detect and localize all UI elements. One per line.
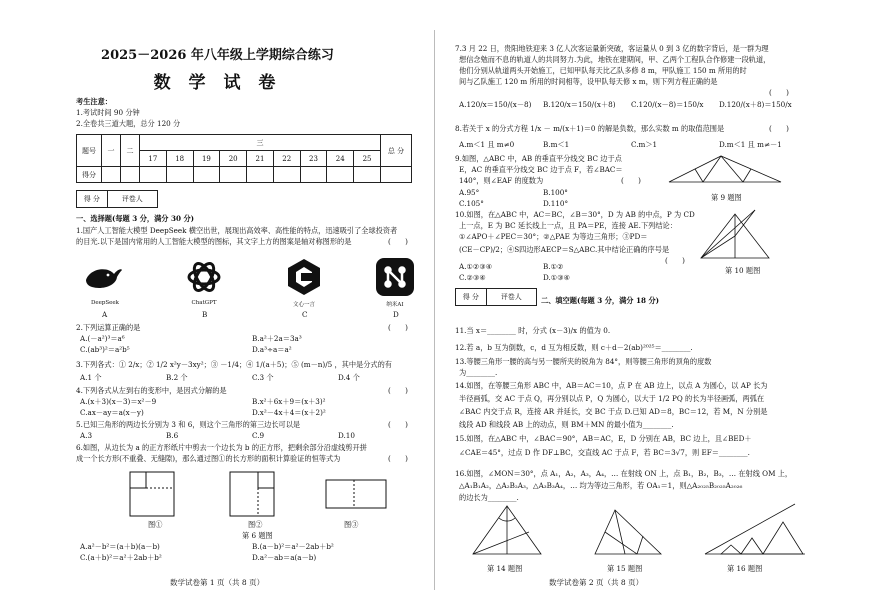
- subject-title: 数 学 试 卷: [153, 73, 282, 93]
- section1-title: 一、选择题(每题 3 分，满分 30 分): [76, 214, 195, 223]
- score-h-total: 总 分: [381, 135, 412, 167]
- fig6-label-1: 图①: [148, 520, 163, 529]
- q1-paren: ( ): [388, 237, 408, 246]
- logo-letter-c: C: [302, 310, 308, 319]
- grader-box: [76, 190, 158, 208]
- q2-stem: 2.下列运算正确的是: [76, 323, 141, 332]
- q10-paren: ( ): [665, 256, 685, 265]
- score-h-1: 一: [102, 135, 121, 167]
- q6-option-d: D.a²－ab＝a(a－b): [252, 553, 317, 562]
- score-table: [76, 134, 412, 183]
- q12: 12.若 a，b 互为倒数，c，d 互为相反数，则 c＋d－2(ab)²⁰²⁵＝________.: [455, 343, 693, 352]
- score-cell: [166, 167, 193, 183]
- q11: 11.当 x＝________ 时，分式 (x－3)/x 的值为 0.: [455, 326, 611, 335]
- score-cell: [300, 167, 327, 183]
- score-cell: [327, 167, 354, 183]
- notice-2: 2.全卷共三道大题，总分 120 分: [76, 119, 181, 128]
- score-h-tihao: 题号: [77, 135, 102, 167]
- score-cell: [354, 167, 381, 183]
- score-col: 23: [300, 151, 327, 167]
- grader-pingjuanren: 评卷人: [121, 195, 143, 203]
- score-cell: [121, 167, 140, 183]
- q14-16-figures: [465, 500, 845, 562]
- q7-option-b: B.120/x＝150/(x＋8): [543, 100, 616, 109]
- fig15-caption: 第 15 题图: [607, 564, 643, 573]
- grader-box-2: [455, 288, 537, 306]
- fig16-caption: 第 16 题图: [727, 564, 763, 573]
- q9-option-b: B.100°: [543, 188, 568, 197]
- q9-option-d: D.110°: [543, 199, 569, 208]
- q9-figure: [661, 150, 791, 192]
- page-footer-right: 数学试卷第 2 页（共 8 页）: [549, 578, 644, 587]
- q10-option-c: C.②③④: [459, 273, 486, 282]
- q8-paren: ( ): [769, 124, 789, 133]
- score-col: 20: [220, 151, 247, 167]
- logo-letter-b: B: [202, 310, 208, 319]
- q15-line1: 15.如图，在△ABC 中，∠BAC＝90°，AB＝AC，E，D 分别在 AB，BC 边上，且∠BED＋: [455, 434, 752, 443]
- q10-option-d: D.①③④: [543, 273, 571, 282]
- whale-icon: [84, 262, 124, 292]
- q5-option-c: C.9: [252, 431, 265, 440]
- q2-option-a: A.(－a²)³＝a⁶: [80, 334, 125, 343]
- logo-letter-d: D: [393, 310, 399, 319]
- q4-paren: ( ): [388, 386, 408, 395]
- score-col: 17: [140, 151, 167, 167]
- score-col: 25: [354, 151, 381, 167]
- hexagon-icon: [284, 257, 324, 297]
- fig6-label-3: 图③: [344, 520, 359, 529]
- q7-option-a: A.120/x＝150/(x－8): [459, 100, 532, 109]
- q10-option-b: B.①②: [543, 262, 564, 271]
- q4-option-c: C.ax－ay＝a(x－y): [80, 408, 144, 417]
- q8-stem: 8.若关于 x 的分式方程 1/x － m/(x＋1)＝0 的解是负数，那么实数 m 的取值范围是: [455, 124, 725, 133]
- q8-option-a: A.m＜1 且 m≠0: [459, 140, 515, 149]
- page-footer-left: 数学试卷第 1 页（共 8 页）: [170, 578, 265, 587]
- grader-pingjuanren-2: 评卷人: [500, 293, 522, 301]
- q9-line3: 140°，则∠EAF 的度数为: [459, 176, 544, 185]
- chatgpt-logo: [182, 255, 226, 299]
- q1-line1: 1.国产人工智能大模型 DeepSeek 横空出世，展现出高效率、高性能的特点，迅速吸引了全球投资者: [76, 226, 398, 235]
- q4-stem: 4.下列各式从左到右的变形中，是因式分解的是: [76, 386, 227, 395]
- q1-line2: 的目光.以下是国内常用的人工智能大模型的图标，其文字上方的图案是轴对称图形的是: [76, 237, 352, 246]
- q9-option-a: A.95°: [459, 188, 480, 197]
- notice-1: 1.考试时间 90 分钟: [76, 108, 140, 117]
- q6-line1: 6.如图，从边长为 a 的正方形纸片中剪去一个边长为 b 的正方形，把剩余部分沿虚线剪开拼: [76, 443, 367, 452]
- q7-paren: ( ): [769, 88, 789, 97]
- q7-line2: 想信念勉而不息的轨道人的共同努力.为此，地铁在建期间，甲、乙两个工程队合作修建一段轨道，: [459, 55, 771, 64]
- fig14-caption: 第 14 题图: [487, 564, 523, 573]
- score-col: 24: [327, 151, 354, 167]
- q3-stem: 3.下列各式：① 2/x；② 1/2 x²y－3xy²；③ －1/4；④ 1/(a＋5)；⑤ (m－n)/5 ，其中是分式的有: [76, 360, 392, 369]
- score-cell: [273, 167, 300, 183]
- q4-option-b: B.x²＋6x＋9＝(x＋3)²: [252, 397, 326, 406]
- q14-line1: 14.如图，在等腰三角形 ABC 中，AB＝AC＝10，点 P 在 AB 边上，以点 A 为圆心，以 AP 长为: [455, 381, 768, 390]
- q13-line1: 13.等腰三角形一腰的高与另一腰所夹的锐角为 84°，则等腰三角形的顶角的度数: [455, 357, 712, 366]
- q7-line3: 他们分别从轨道两头开始施工，已知甲队每天比乙队多修 8 m，甲队施工 150 m 所用的时: [459, 66, 747, 75]
- score-h-2: 二: [121, 135, 140, 167]
- q7-option-c: C.120/(x－8)＝150/x: [631, 100, 704, 109]
- q5-option-d: D.10: [338, 431, 355, 440]
- fig10-caption: 第 10 题图: [725, 266, 761, 275]
- logo-letter-a: A: [102, 310, 108, 319]
- fig6-caption: 第 6 题图: [242, 531, 273, 540]
- q5-stem: 5.已知三角形的两边长分别为 3 和 6，则这个三角形的第三边长可以是: [76, 420, 301, 429]
- score-h-3: 三: [140, 135, 381, 151]
- q3-option-d: D.4 个: [338, 373, 360, 382]
- score-col: 22: [273, 151, 300, 167]
- q5-paren: ( ): [388, 420, 408, 429]
- q13-line2: 为________.: [459, 368, 498, 377]
- score-col: 19: [193, 151, 220, 167]
- score-cell: [220, 167, 247, 183]
- grader-defen: 得 分: [77, 191, 108, 207]
- q16-line2: △A₁B₁A₂，△A₂B₂A₃，△A₃B₃A₄，… 均为等边三角形，若 OA₁＝1，则△A₂₀₂₅B₂₀₂₅A₂₀₂₆: [459, 481, 743, 490]
- q4-option-d: D.x²－4x＋4＝(x＋2)²: [252, 408, 326, 417]
- grader-defen-2: 得 分: [456, 289, 487, 305]
- score-cell: [381, 167, 412, 183]
- q9-line2: E，AC 的垂直平分线交 BC 边于点 F，若∠BAC＝: [459, 165, 623, 174]
- q14-line3: ∠BAC 内交于点 R，连接 AR 并延长，交 BC 于点 D.已知 AD＝8，BC＝12，若 M，N 分别是: [459, 407, 768, 416]
- q15-line2: ∠CAE＝45°，过点 D 作 DF⊥BC，交直线 AC 于点 F，若 BC＝3√7，则 EF＝________.: [459, 448, 750, 457]
- q16-line1: 16.如图，∠MON＝30°，点 A₁，A₂，A₃，A₄，… 在射线 ON 上，点 B₁，B₂，B₃，… 在射线 OM 上，: [455, 469, 793, 478]
- q2-paren: ( ): [388, 323, 408, 332]
- q9-line1: 9.如图，△ABC 中，AB 的垂直平分线交 BC 边于点: [455, 154, 622, 163]
- q10-line2: 上一点，E 为 BC 延长线上一点，且 PA＝PE，连接 AE.下列结论：: [459, 221, 677, 230]
- q2-option-b: B.a²＋2a＝3a³: [252, 334, 302, 343]
- score-cell: [247, 167, 274, 183]
- q6-line2: 成一个长方形(不重叠、无缝隙)，那么通过图①的长方形的面积计算验证的恒等式为: [76, 454, 341, 463]
- q2-option-d: D.a³÷a＝a²: [252, 345, 292, 354]
- q9-paren: ( ): [621, 176, 641, 185]
- q10-figure: [695, 206, 775, 264]
- q10-option-a: A.①②③④: [459, 262, 493, 271]
- score-col: 18: [166, 151, 193, 167]
- q2-option-c: C.(ab³)²＝a²b⁵: [80, 345, 130, 354]
- q6-paren: ( ): [388, 454, 408, 463]
- logo-caption-c: 文心一言: [292, 302, 315, 308]
- q5-option-b: B.6: [166, 431, 179, 440]
- wenxin-logo: [282, 255, 326, 299]
- section2-title: 二、填空题(每题 3 分，满分 18 分): [541, 296, 660, 305]
- q6-option-c: C.(a＋b)²＝a²＋2ab＋b²: [80, 553, 162, 562]
- q10-line3: ①∠APO＋∠PEC＝30°；②△PAE 为等边三角形；③PD＝: [459, 232, 648, 241]
- openai-icon: [184, 257, 224, 297]
- logo-caption-a: DeepSeek: [90, 300, 120, 306]
- logo-caption-d: 纳米AI: [386, 302, 404, 308]
- fig9-caption: 第 9 题图: [711, 193, 742, 202]
- q8-option-b: B.m＜1: [543, 140, 570, 149]
- q4-option-a: A.(x＋3)(x－3)＝x²－9: [80, 397, 157, 406]
- q10-line1: 10.如图，在△ABC 中，AC＝BC，∠B＝30°，D 为 AB 的中点，P 为 CD: [455, 210, 695, 219]
- score-col: 21: [247, 151, 274, 167]
- q14-line2: 半径画弧，交 AC 于点 Q，再分别以点 P，Q 为圆心，以大于 1/2 PQ 的长为半径画弧，两弧在: [459, 394, 765, 403]
- q7-line4: 间与乙队施工 120 m 所用的时间相等，设甲队每天修 x m，则下列方程正确的是: [459, 77, 718, 86]
- q6-option-a: A.a²－b²＝(a＋b)(a－b): [80, 542, 160, 551]
- exam-title: 2025－2026 年八年级上学期综合练习: [101, 48, 334, 63]
- q3-option-a: A.1 个: [80, 373, 102, 382]
- q10-line4: (CE－CP)/2；④S四边形AECP＝S△ABC.其中结论正确的序号是: [459, 245, 670, 254]
- q9-option-c: C.105°: [459, 199, 484, 208]
- score-cell: [102, 167, 121, 183]
- q16-line3: 的边长为________.: [459, 493, 519, 502]
- q8-option-c: C.m＞1: [631, 140, 658, 149]
- notice-title: 考生注意：: [76, 97, 112, 106]
- deepseek-logo: [82, 255, 126, 299]
- q3-option-b: B.2 个: [166, 373, 188, 382]
- q8-option-d: D.m＜1 且 m≠－1: [719, 140, 782, 149]
- q3-option-c: C.3 个: [252, 373, 274, 382]
- q7-option-d: D.120/(x＋8)＝150/x: [719, 100, 792, 109]
- q7-line1: 7.3 月 22 日，贵阳地铁迎来 3 亿人次客运量新突破，客运量从 0 到 3 亿的数字背后，是一群为理: [455, 44, 769, 53]
- q14-line4: 线段 AD 和线段 AB 上的动点，则 BM＋MN 的最小值为________.: [459, 420, 674, 429]
- score-r-defen: 得分: [77, 167, 102, 183]
- node-network-icon: [382, 264, 408, 290]
- logo-caption-b: ChatGPT: [191, 300, 217, 306]
- score-cell: [140, 167, 167, 183]
- q5-option-a: A.3: [80, 431, 93, 440]
- page-right: [435, 0, 870, 615]
- fig6-label-2: 图②: [248, 520, 263, 529]
- q6-option-b: B.(a－b)²＝a²－2ab＋b²: [252, 542, 334, 551]
- nami-logo: [376, 258, 414, 296]
- score-cell: [193, 167, 220, 183]
